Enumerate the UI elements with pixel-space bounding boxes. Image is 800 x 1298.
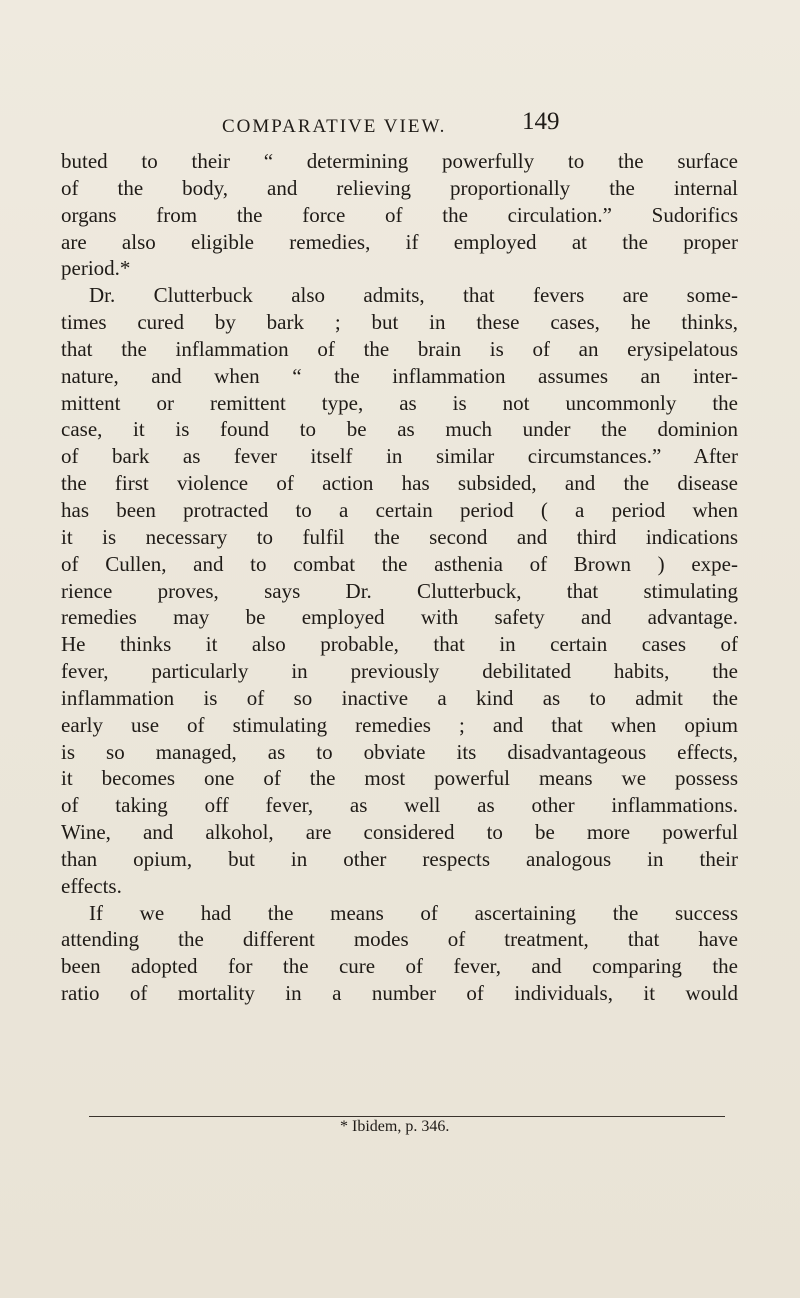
text-line: attending the different modes of treatment, that have	[61, 927, 738, 952]
text-line: are also eligible remedies, if employed at the proper	[61, 229, 738, 254]
text-line: of the body, and relieving proportionally the internal	[61, 175, 738, 200]
text-line: nature, and when “ the inflammation assumes an inter-	[61, 363, 738, 388]
text-line: been adopted for the cure of fever, and comparing the	[61, 954, 738, 979]
text-line: ratio of mortality in a number of individuals, it would	[61, 981, 738, 1006]
footnote: * Ibidem, p. 346.	[340, 1118, 450, 1135]
text-line: He thinks it also probable, that in certain cases of	[61, 632, 738, 657]
text-line: of Cullen, and to combat the asthenia of Brown ) expe-	[61, 551, 738, 576]
body-text	[61, 148, 738, 1007]
text-line: period.*	[61, 256, 131, 281]
text-line: it is necessary to fulfil the second and third indications	[61, 524, 738, 549]
text-line: organs from the force of the circulation.” Sudorifics	[61, 202, 738, 227]
text-line: the first violence of action has subsided, and the disease	[61, 471, 738, 496]
text-line: times cured by bark ; but in these cases, he thinks,	[61, 310, 738, 335]
footnote-rule	[89, 1116, 725, 1117]
text-line: of bark as fever itself in similar circumstances.” After	[61, 444, 738, 469]
text-line: remedies may be employed with safety and advantage.	[61, 605, 738, 630]
text-line: buted to their “ determining powerfully to the surface	[61, 149, 738, 173]
text-line: of taking off fever, as well as other inflammations.	[61, 793, 738, 818]
page-number: 149	[522, 108, 560, 135]
text-line: If we had the means of ascertaining the success	[89, 900, 738, 925]
text-line: Wine, and alkohol, are considered to be more powerful	[61, 820, 738, 845]
text-line: that the inflammation of the brain is of an erysipelatous	[61, 336, 738, 361]
text-line: effects.	[61, 873, 122, 898]
text-line: case, it is found to be as much under the dominion	[61, 417, 738, 442]
text-line: is so managed, as to obviate its disadvantageous effects,	[61, 739, 738, 764]
text-line: mittent or remittent type, as is not uncommonly the	[61, 390, 738, 415]
running-head: COMPARATIVE VIEW.	[222, 116, 447, 137]
text-line: fever, particularly in previously debilitated habits, the	[61, 659, 738, 684]
text-line: it becomes one of the most powerful means we possess	[61, 766, 738, 791]
text-line: rience proves, says Dr. Clutterbuck, that stimulating	[61, 578, 738, 603]
text-line: Dr. Clutterbuck also admits, that fevers are some-	[89, 283, 738, 308]
text-line: early use of stimulating remedies ; and that when opium	[61, 712, 738, 737]
text-line: has been protracted to a certain period ( a period when	[61, 497, 738, 522]
text-line: inflammation is of so inactive a kind as to admit the	[61, 685, 738, 710]
text-line: than opium, but in other respects analogous in their	[61, 846, 738, 871]
page-header	[0, 108, 800, 146]
